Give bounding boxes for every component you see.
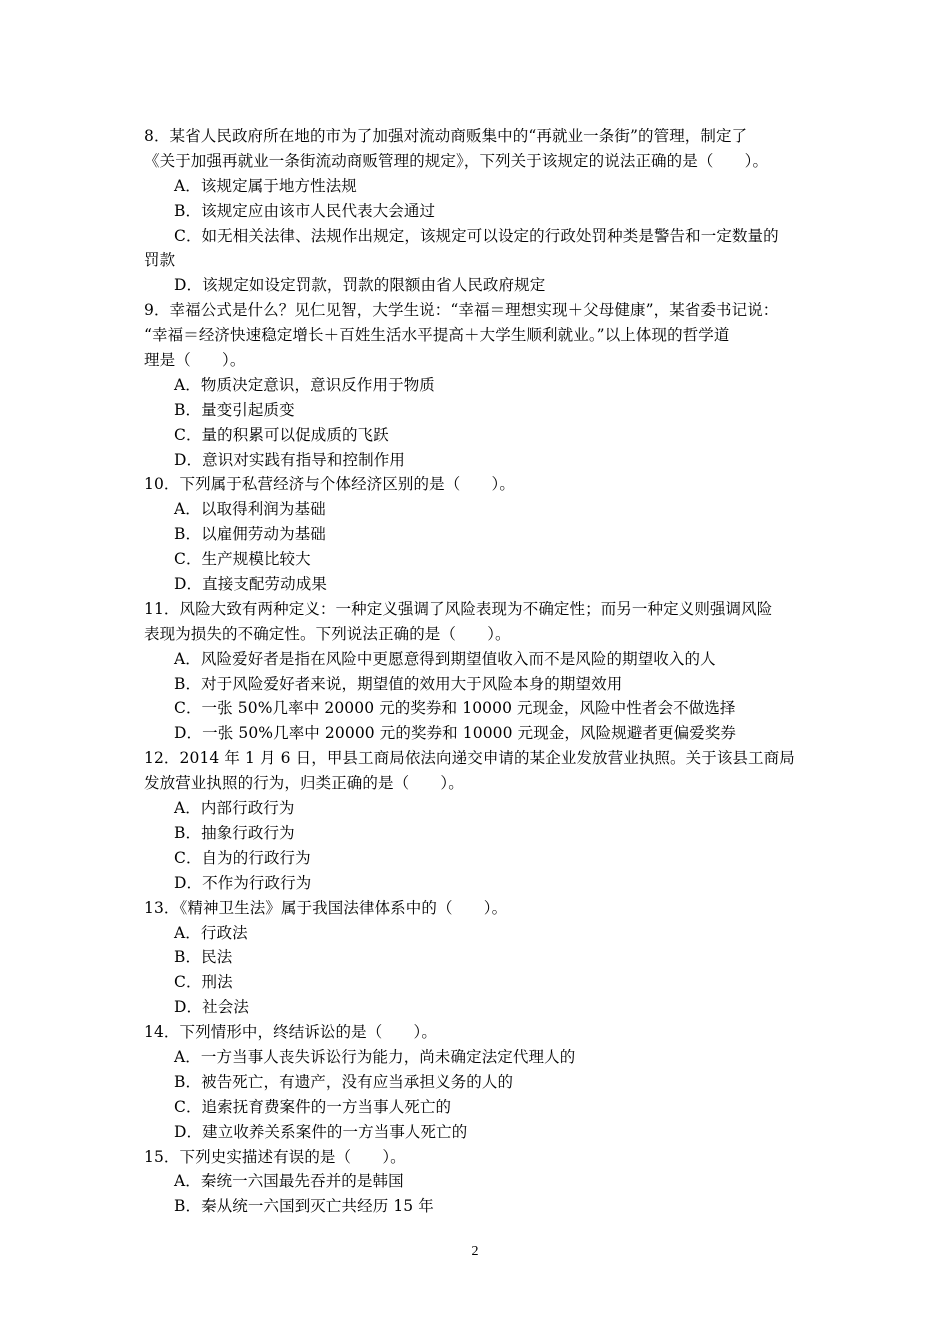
answer-option: C．生产规模比较大 [174,550,311,569]
answer-option: B．民法 [174,948,233,967]
answer-option: C．刑法 [174,973,233,992]
answer-option: C．一张 50%几率中 20000 元的奖券和 10000 元现金，风险中性者会不做选择 [174,699,736,718]
question-text: 15．下列史实描述有误的是（ ）。 [144,1147,406,1166]
question-text: 14．下列情形中，终结诉讼的是（ ）。 [144,1023,437,1042]
answer-option: B．以雇佣劳动为基础 [174,525,326,544]
page-number: 2 [471,1244,479,1259]
answer-option: C．如无相关法律、法规作出规定，该规定可以设定的行政处罚种类是警告和一定数量的 [174,226,779,245]
answer-option: D．一张 50%几率中 20000 元的奖券和 10000 元现金，风险规避者更偏爱奖券 [174,724,737,743]
answer-option: A．该规定属于地方性法规 [174,176,357,195]
answer-option: C．量的积累可以促成质的飞跃 [174,425,389,444]
answer-option: B．被告死亡，有遗产，没有应当承担义务的人的 [174,1072,514,1091]
question-text: 理是（ ）。 [144,351,246,370]
answer-option: D．不作为行政行为 [174,873,312,892]
question-text: 13．《精神卫生法》属于我国法律体系中的（ ）。 [144,898,508,917]
answer-option: A．一方当事人丧失诉讼行为能力，尚未确定法定代理人的 [174,1047,576,1066]
question-text: 8．某省人民政府所在地的市为了加强对流动商贩集中的“再就业一条街”的管理，制定了 [144,127,748,145]
question-text: 12．2014 年 1 月 6 日，甲县工商局依法向递交申请的某企业发放营业执照。关于该县工商局 [144,749,795,768]
question-text: 罚款 [144,251,176,270]
question-text: 表现为损失的不确定性。下列说法正确的是（ ）。 [144,624,511,643]
answer-option: C．追索抚育费案件的一方当事人死亡的 [174,1097,452,1116]
answer-option: C．自为的行政行为 [174,848,311,867]
answer-option: B．该规定应由该市人民代表大会通过 [174,201,436,220]
answer-option: A．行政法 [174,923,248,942]
question-text: 9．幸福公式是什么？见仁见智，大学生说：“幸福＝理想实现＋父母健康”，某省委书记说： [144,301,779,320]
answer-option: A．风险爱好者是指在风险中更愿意得到期望值收入而不是风险的期望收入的人 [174,649,716,668]
answer-option: D．直接支配劳动成果 [174,575,327,594]
question-text: “幸福＝经济快速稳定增长＋百姓生活水平提高＋大学生顺利就业。”以上体现的哲学道 [144,326,730,345]
answer-option: B．抽象行政行为 [174,823,295,842]
answer-option: A．内部行政行为 [174,799,295,818]
answer-option: B．量变引起质变 [174,400,295,419]
answer-option: D．建立收养关系案件的一方当事人死亡的 [174,1122,468,1141]
answer-option: A．物质决定意识，意识反作用于物质 [174,375,435,394]
question-text: 10．下列属于私营经济与个体经济区别的是（ ）。 [144,475,515,494]
answer-option: A．以取得利润为基础 [174,500,326,519]
answer-option: B．对于风险爱好者来说，期望值的效用大于风险本身的期望效用 [174,674,623,693]
question-text: 11．风险大致有两种定义：一种定义强调了风险表现为不确定性；而另一种定义则强调风险 [144,599,773,618]
answer-option: D．社会法 [174,998,249,1017]
answer-option: B．秦从统一六国到灭亡共经历 15 年 [174,1197,434,1216]
question-text: 发放营业执照的行为，归类正确的是（ ）。 [144,774,464,793]
answer-option: A．秦统一六国最先吞并的是韩国 [174,1172,404,1191]
answer-option: D．该规定如设定罚款，罚款的限额由省人民政府规定 [174,276,546,295]
question-list [144,124,814,1219]
answer-option: D．意识对实践有指导和控制作用 [174,450,405,469]
question-text: 《关于加强再就业一条街流动商贩管理的规定》，下列关于该规定的说法正确的是（ ）。 [144,151,769,170]
